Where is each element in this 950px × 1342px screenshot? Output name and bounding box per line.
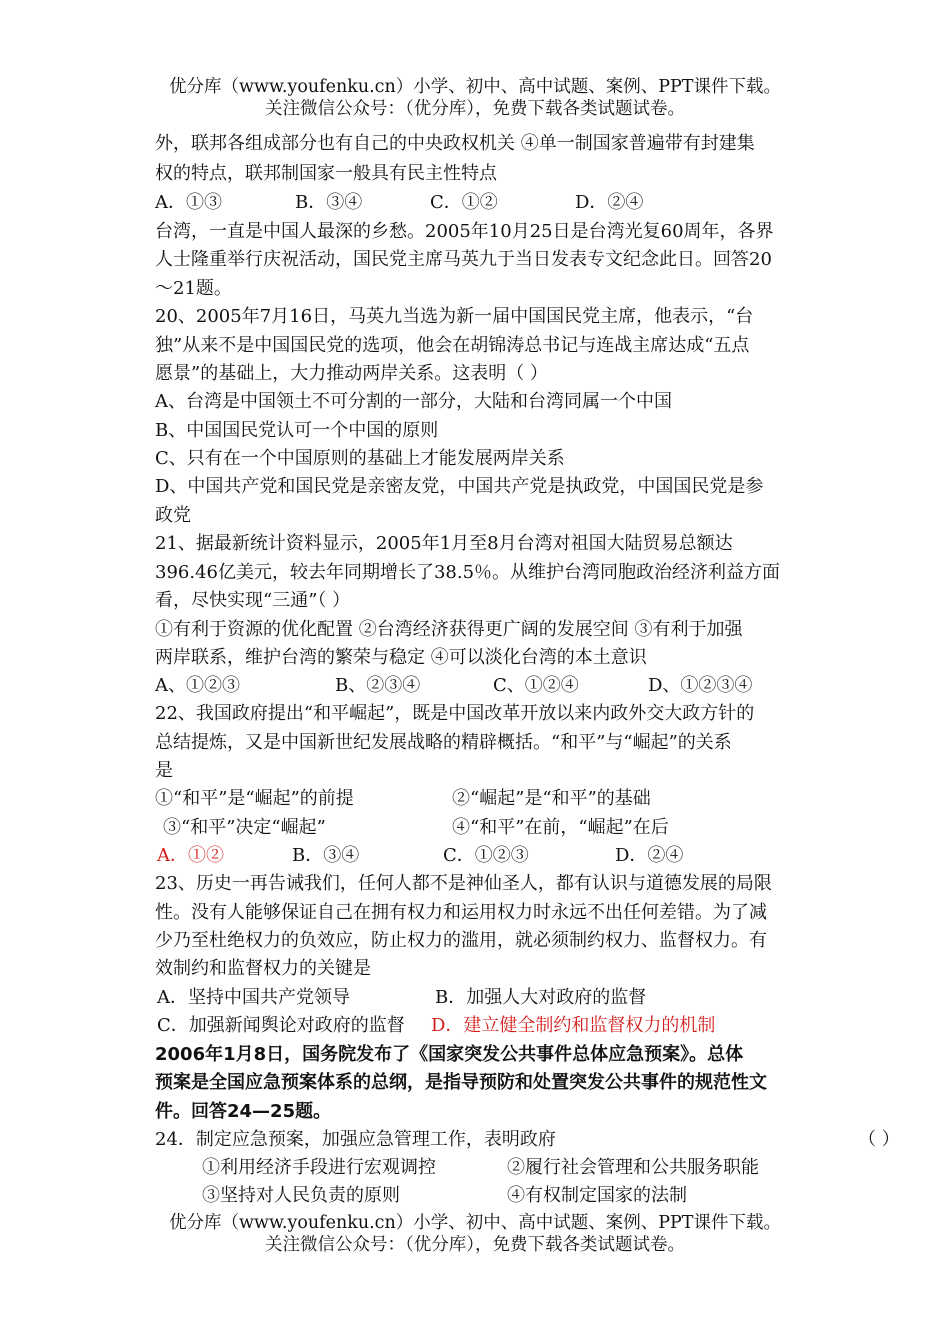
q19-option-b: B．③④ (295, 192, 363, 213)
taiwan-intro-line-1: 台湾，一直是中国人最深的乡愁。2005年10月25日是台湾光复60周年，各界 (155, 221, 774, 242)
taiwan-intro-line-2: 人士隆重举行庆祝活动，国民党主席马英九于当日发表专文纪念此日。回答20 (155, 249, 772, 270)
q24-statement-4: ④有权制定国家的法制 (507, 1185, 687, 1206)
q22-statement-1: ①“和平”是“崛起”的前提 (155, 788, 354, 809)
q19-option-a: A．①③ (155, 192, 222, 213)
q21-stem-line-1: 21、据最新统计资料显示，2005年1月至8月台湾对祖国大陆贸易总额达 (155, 533, 733, 554)
q21-statements-line-1: ①有利于资源的优化配置 ②台湾经济获得更广阔的发展空间 ③有利于加强 (155, 619, 743, 640)
q23-option-c: C．加强新闻舆论对政府的监督 (157, 1015, 405, 1036)
q21-stem-line-2: 396.46亿美元，较去年同期增长了38.5％。从维护台湾同胞政治经济利益方面 (155, 562, 781, 583)
q19-option-c: C．①② (430, 192, 498, 213)
q20-option-d-line-2: 政党 (155, 505, 191, 526)
q22-statement-4: ④“和平”在前，“崛起”在后 (452, 817, 669, 838)
q21-statements-line-2: 两岸联系，维护台湾的繁荣与稳定 ④可以淡化台湾的本土意识 (155, 647, 647, 668)
q19-continuation-line-1: 外，联邦各组成部分也有自己的中央政权机关 ④单一制国家普遍带有封建集 (155, 133, 755, 154)
q24-answer-blank: （ ） (858, 1129, 900, 1150)
q20-option-b: B、中国国民党认可一个中国的原则 (155, 420, 439, 441)
q22-option-d: D．②④ (615, 845, 684, 866)
q22-statement-3: ③“和平”决定“崛起” (163, 817, 326, 838)
q20-stem-line-1: 20、2005年7月16日，马英九当选为新一届中国国民党主席，他表示，“台 (155, 306, 754, 327)
emergency-intro-line-3: 件。回答24—25题。 (155, 1101, 332, 1122)
q23-stem-line-1: 23、历史一再告诫我们，任何人都不是神仙圣人，都有认识与道德发展的局限 (155, 873, 772, 894)
q23-stem-line-3: 少乃至杜绝权力的负效应，防止权力的滥用，就必须制约权力、监督权力。有 (155, 930, 767, 951)
q20-option-d-line-1: D、中国共产党和国民党是亲密友党，中国共产党是执政党，中国国民党是参 (155, 476, 764, 497)
q21-option-a: A、①②③ (155, 675, 240, 696)
q23-option-b: B．加强人大对政府的监督 (435, 987, 647, 1008)
q23-option-a: A．坚持中国共产党领导 (157, 987, 350, 1008)
q21-option-d: D、①②③④ (648, 675, 753, 696)
q23-stem-line-4: 效制约和监督权力的关键是 (155, 958, 371, 979)
q20-option-a: A、台湾是中国领土不可分割的一部分，大陆和台湾同属一个中国 (155, 391, 672, 412)
q24-statement-2: ②履行社会管理和公共服务职能 (507, 1157, 759, 1178)
q20-stem-line-3: 愿景”的基础上，大力推动两岸关系。这表明（ ） (155, 363, 548, 384)
q22-option-c: C．①②③ (443, 845, 529, 866)
taiwan-intro-line-3: ～21题。 (155, 278, 232, 299)
q22-option-a-answer: A．①② (157, 845, 224, 866)
q23-stem-line-2: 性。没有人能够保证自己在拥有权力和运用权力时永远不出任何差错。为了减 (155, 902, 767, 923)
q21-stem-line-3: 看，尽快实现“三通”（ ） (155, 590, 351, 611)
q22-stem-line-3: 是 (155, 760, 173, 781)
q22-stem-line-1: 22、我国政府提出“和平崛起”，既是中国改革开放以来内政外交大政方针的 (155, 703, 755, 724)
q21-option-c: C、①②④ (493, 675, 579, 696)
q21-option-b: B、②③④ (335, 675, 421, 696)
footer-line-1: 优分库（www.youfenku.cn）小学、初中、高中试题、案例、PPT课件下载。 (169, 1213, 781, 1233)
q20-option-c: C、只有在一个中国原则的基础上才能发展两岸关系 (155, 448, 565, 469)
header-line-2: 关注微信公众号：（优分库），免费下载各类试题试卷。 (265, 99, 685, 119)
footer-line-2: 关注微信公众号：（优分库），免费下载各类试题试卷。 (265, 1235, 685, 1255)
q22-statement-2: ②“崛起”是“和平”的基础 (452, 788, 651, 809)
q24-stem-line-1: 24．制定应急预案，加强应急管理工作，表明政府 (155, 1129, 556, 1150)
q22-stem-line-2: 总结提炼，又是中国新世纪发展战略的精辟概括。“和平”与“崛起”的关系 (155, 732, 732, 753)
q20-stem-line-2: 独”从来不是中国国民党的选项，他会在胡锦涛总书记与连战主席达成“五点 (155, 335, 750, 356)
q19-continuation-line-2: 权的特点，联邦制国家一般具有民主性特点 (155, 163, 497, 184)
q22-option-b: B．③④ (292, 845, 360, 866)
q19-option-d: D．②④ (575, 192, 644, 213)
q24-statement-1: ①利用经济手段进行宏观调控 (202, 1157, 436, 1178)
q23-option-d-answer: D．建立健全制约和监督权力的机制 (431, 1015, 716, 1036)
emergency-intro-line-2: 预案是全国应急预案体系的总纲，是指导预防和处置突发公共事件的规范性文 (155, 1072, 767, 1093)
header-line-1: 优分库（www.youfenku.cn）小学、初中、高中试题、案例、PPT课件下载。 (169, 77, 781, 97)
emergency-intro-line-1: 2006年1月8日，国务院发布了《国家突发公共事件总体应急预案》。总体 (155, 1044, 744, 1065)
q24-statement-3: ③坚持对人民负责的原则 (202, 1185, 400, 1206)
